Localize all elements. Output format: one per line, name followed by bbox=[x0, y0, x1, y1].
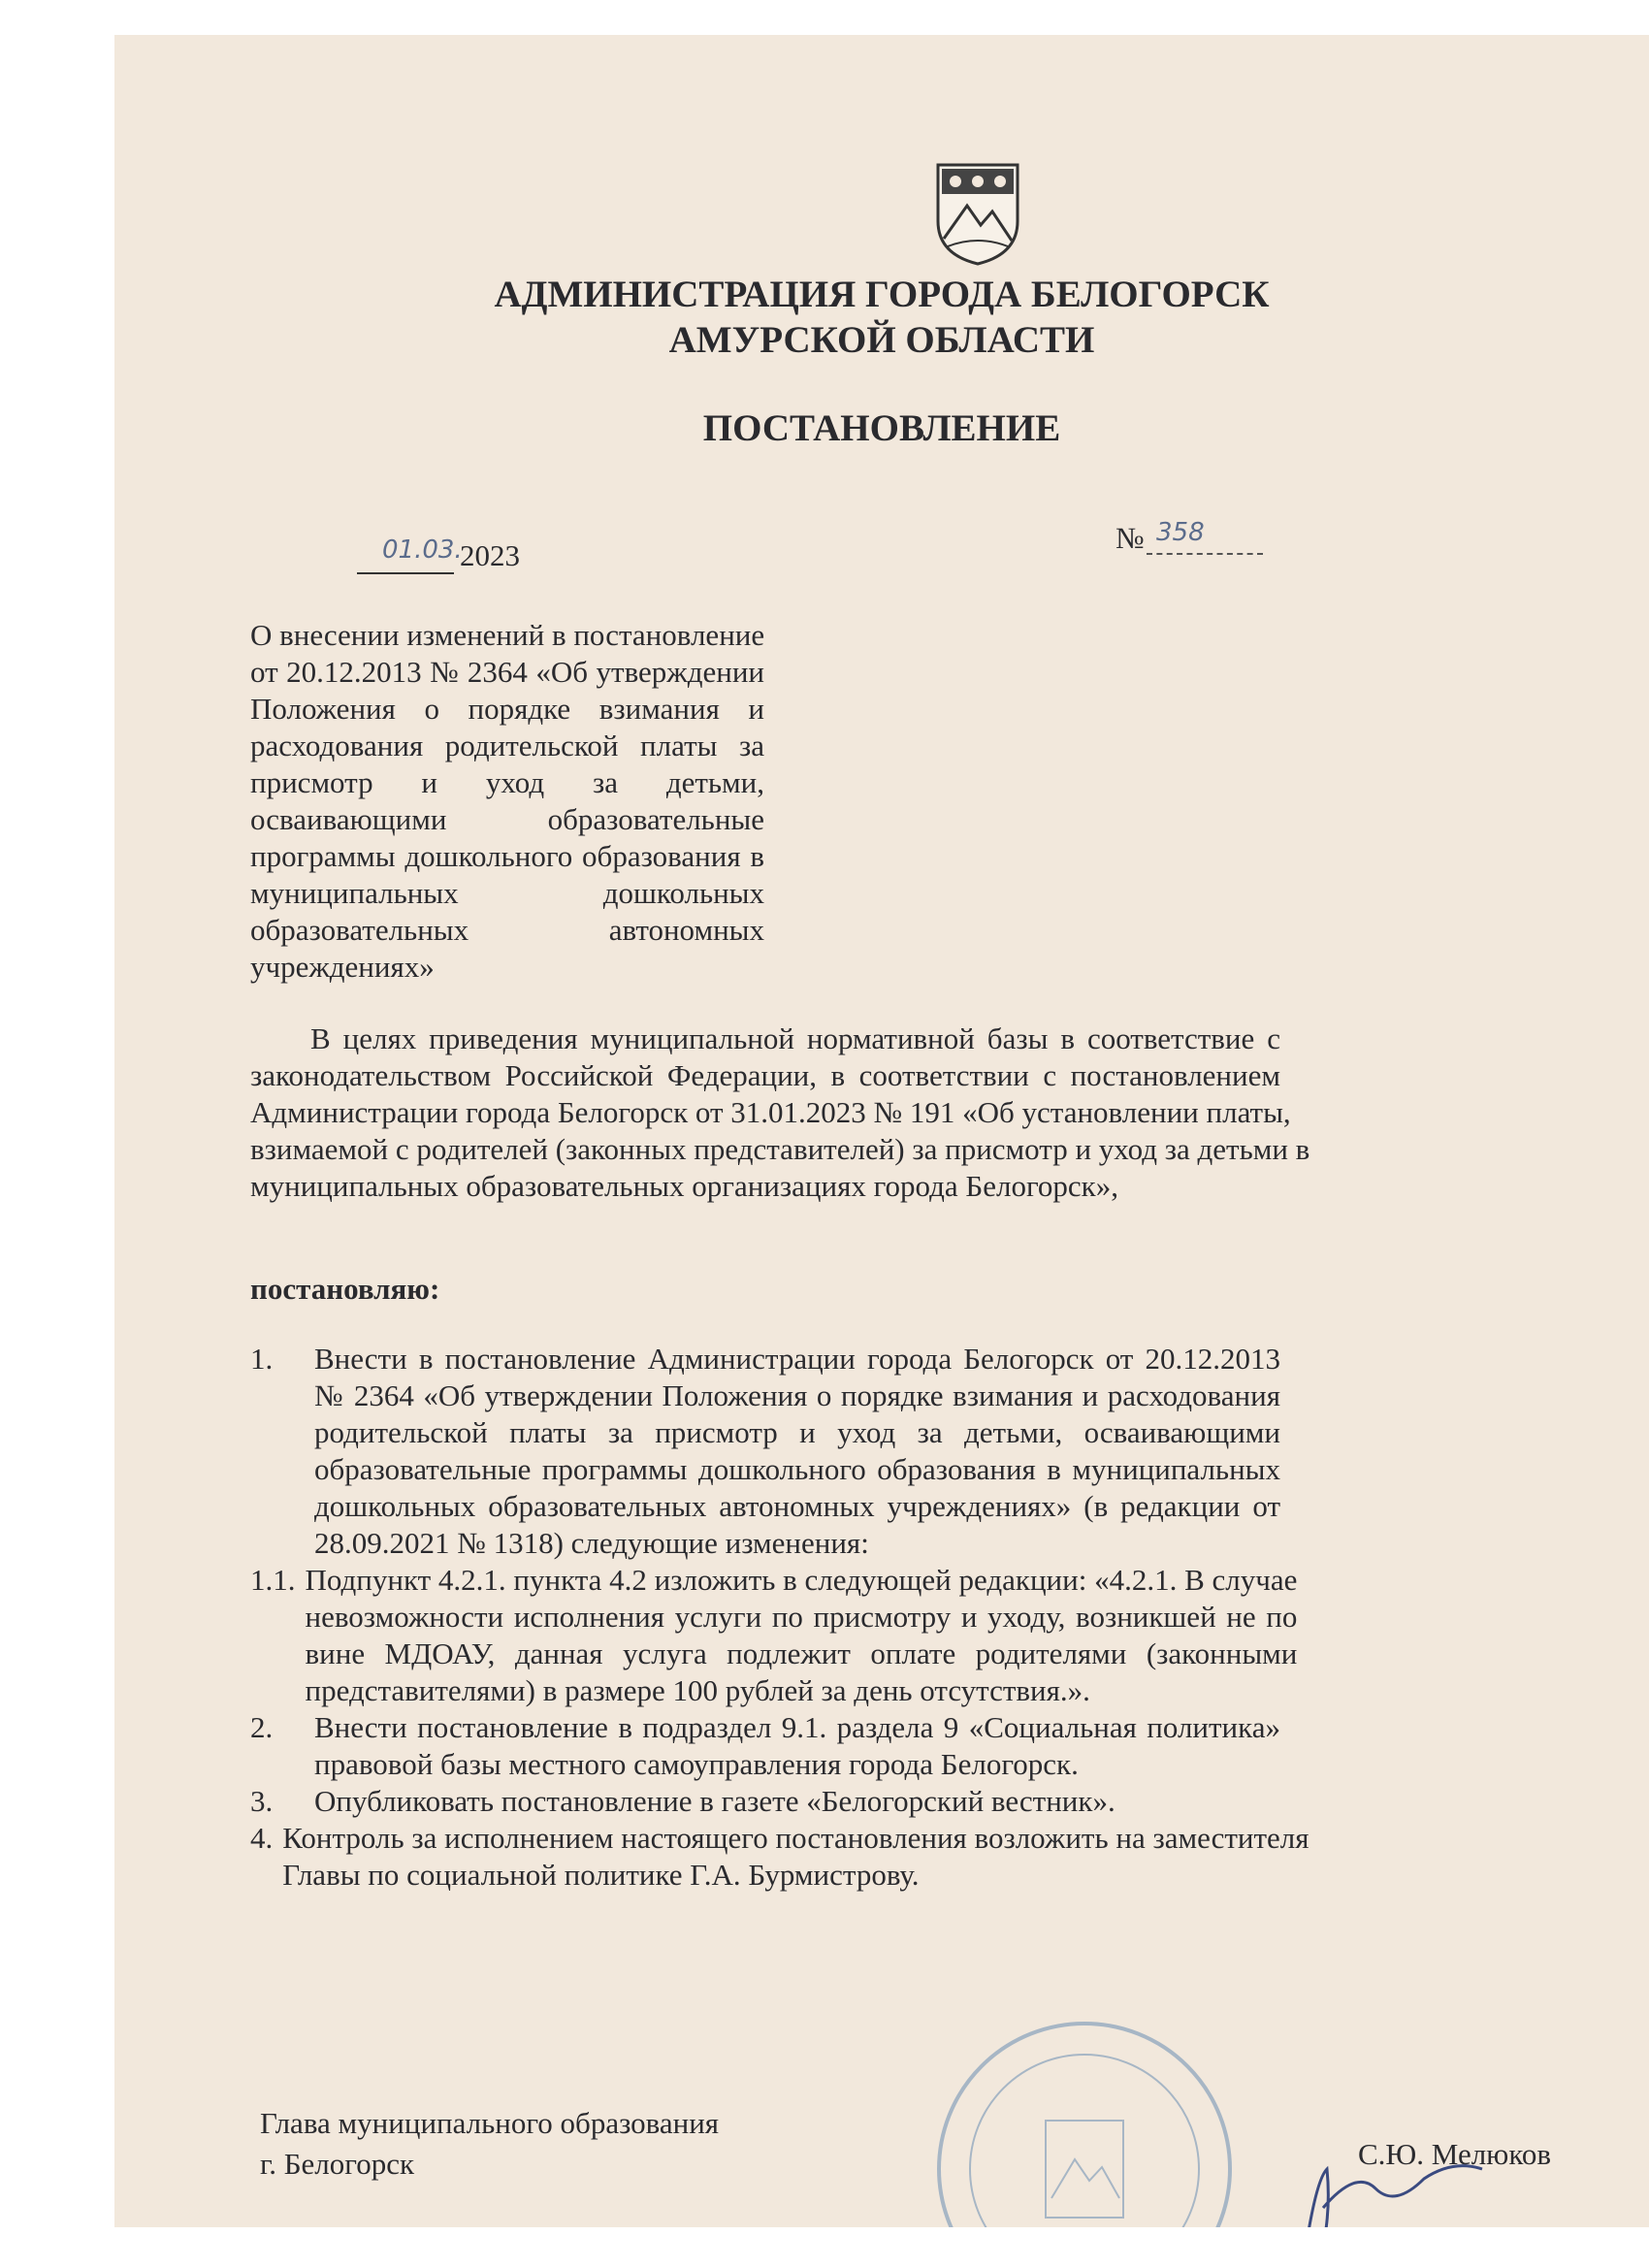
item-line: Подпункт 4.2.1. пункта 4.2 изложить в следующей редакции: «4.2.1. В случае bbox=[305, 1563, 1298, 1597]
item-line: дошкольных образовательных автономных учреждениях» (в редакции от bbox=[314, 1489, 1280, 1523]
number-handwritten: 358 bbox=[1156, 518, 1205, 547]
resolution-items bbox=[250, 1341, 1310, 1894]
subject-line: расходования родительской платы за bbox=[250, 729, 764, 762]
item-line: 28.09.2021 № 1318) следующие изменения: bbox=[314, 1526, 869, 1560]
number-sign: № bbox=[1116, 521, 1145, 555]
subject-block bbox=[250, 617, 764, 986]
item-line: № 2364 «Об утверждении Положения о порядке взимания и расходования bbox=[314, 1378, 1280, 1412]
preamble bbox=[250, 1021, 1310, 1205]
item-line: Внести в постановление Администрации города Белогорск от 20.12.2013 bbox=[314, 1342, 1280, 1376]
preamble-line: В целях приведения муниципальной нормативной базы в соответствие с bbox=[310, 1021, 1280, 1055]
date-year: 2023 bbox=[460, 538, 520, 572]
item-line: образовательные программы дошкольного образования в муниципальных bbox=[314, 1452, 1280, 1486]
document-page bbox=[114, 35, 1649, 2227]
item-line: Опубликовать постановление в газете «Белогорский вестник». bbox=[314, 1784, 1116, 1818]
subject-line: осваивающими образовательные bbox=[250, 802, 764, 836]
item-number: 3. bbox=[250, 1784, 274, 1818]
item-text bbox=[314, 1341, 1280, 1562]
item-number: 1. bbox=[250, 1342, 274, 1376]
item-line: Внести постановление в подраздел 9.1. раздела 9 «Социальная политика» bbox=[314, 1710, 1280, 1744]
org-name-line1: АДМИНИСТРАЦИЯ ГОРОДА БЕЛОГОРСК bbox=[494, 274, 1270, 315]
date-field bbox=[357, 534, 463, 574]
list-item bbox=[250, 1783, 1280, 1820]
item-line: родительской платы за присмотр и уход за детьми, осваивающими bbox=[314, 1415, 1280, 1449]
subject-line: учреждениях» bbox=[250, 950, 435, 984]
item-number: 1.1. bbox=[250, 1563, 296, 1597]
org-name-line2: АМУРСКОЙ ОБЛАСТИ bbox=[668, 319, 1095, 361]
item-number: 2. bbox=[250, 1710, 274, 1744]
list-item bbox=[250, 1820, 1310, 1894]
item-text bbox=[306, 1562, 1298, 1709]
resolve-word: постановляю: bbox=[250, 1272, 440, 1306]
subject-line: программы дошкольного образования в bbox=[250, 839, 764, 873]
subject-line: муниципальных дошкольных bbox=[250, 876, 764, 910]
item-line: правовой базы местного самоуправления города Белогорск. bbox=[314, 1747, 1079, 1781]
date-handwritten: 01.03. bbox=[382, 535, 463, 565]
signatory-name: С.Ю. Мелюков bbox=[1358, 2137, 1551, 2171]
preamble-line: Администрации города Белогорск от 31.01.2023 № 191 «Об установлении платы, bbox=[250, 1095, 1291, 1129]
signatory-position-line1: Глава муниципального образования bbox=[260, 2106, 720, 2140]
list-item bbox=[250, 1562, 1298, 1709]
document-type: ПОСТАНОВЛЕНИЕ bbox=[702, 407, 1061, 449]
signatory-position-line2: г. Белогорск bbox=[260, 2147, 415, 2181]
item-number: 4. bbox=[250, 1821, 274, 1855]
item-line: представителями) в размере 100 рублей за день отсутствия.». bbox=[305, 1673, 1090, 1707]
subject-line: присмотр и уход за детьми, bbox=[250, 765, 764, 799]
item-line: невозможности исполнения услуги по присмотру и уходу, возникшей не по bbox=[305, 1600, 1298, 1634]
subject-line: Положения о порядке взимания и bbox=[250, 692, 764, 726]
preamble-line: муниципальных образовательных организациях города Белогорск», bbox=[250, 1169, 1118, 1203]
item-line: Главы по социальной политике Г.А. Бурмистрову. bbox=[282, 1858, 920, 1892]
list-item bbox=[250, 1709, 1280, 1783]
preamble-line: взимаемой с родителей (законных представителей) за присмотр и уход за детьми в bbox=[250, 1132, 1310, 1166]
official-stamp bbox=[929, 2014, 1240, 2227]
item-text bbox=[282, 1820, 1309, 1894]
subject-line: О внесении изменений в постановление bbox=[250, 618, 765, 652]
preamble-line: законодательством Российской Федерации, в соответствии с постановлением bbox=[250, 1058, 1280, 1092]
item-text bbox=[314, 1783, 1280, 1820]
item-line: вине МДОАУ, данная услуга подлежит оплате родителями (законными bbox=[305, 1636, 1298, 1670]
number-field bbox=[1147, 516, 1263, 555]
coat-of-arms-icon bbox=[934, 161, 1021, 268]
item-line: Контроль за исполнением настоящего постановления возложить на заместителя bbox=[282, 1821, 1310, 1855]
subject-line: образовательных автономных bbox=[250, 913, 764, 947]
list-item bbox=[250, 1341, 1280, 1562]
item-text bbox=[314, 1709, 1280, 1783]
subject-line: от 20.12.2013 № 2364 «Об утверждении bbox=[250, 655, 764, 689]
